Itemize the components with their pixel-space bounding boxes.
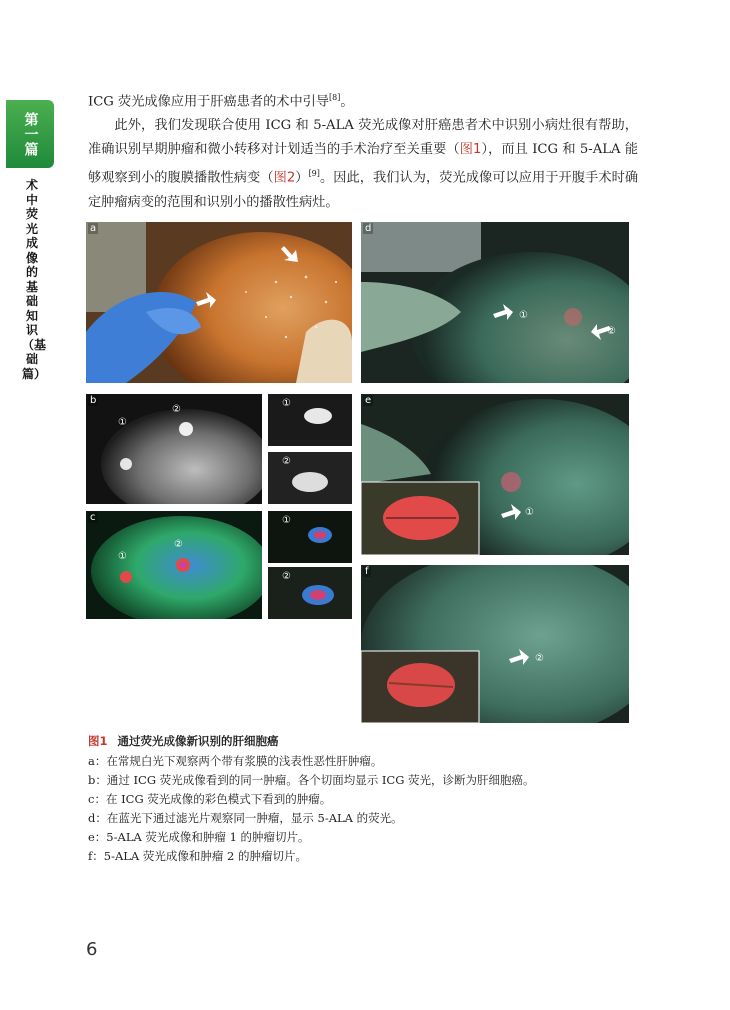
- panel-f-image: [361, 565, 629, 723]
- panel-a-label: a: [90, 223, 97, 234]
- marker-1: ①: [282, 398, 291, 409]
- body-text: [88, 86, 638, 215]
- figure-2-ref[interactable]: 图2: [273, 170, 296, 186]
- panel-c-section-1-image: [268, 511, 352, 563]
- panel-c-section-1: [268, 511, 352, 563]
- marker-1: ①: [118, 417, 127, 428]
- panel-d-image: [361, 222, 629, 383]
- caption-line-e: e：5-ALA 荧光成像和肿瘤 1 的肿瘤切片。: [88, 830, 310, 844]
- figure-1-ref[interactable]: 图1: [459, 142, 482, 158]
- section-label: 第一篇: [22, 111, 39, 157]
- caption-line-c: c：在 ICG 荧光成像的彩色模式下看到的肿瘤。: [88, 792, 332, 806]
- panel-b-section-1-image: [268, 394, 352, 446]
- panel-c-icg-color: [86, 511, 262, 619]
- section-tab: [6, 100, 54, 168]
- section-title: 术中荧光成像的基础知识（基础篇）: [22, 178, 47, 381]
- panel-c-label: c: [90, 512, 96, 523]
- paragraph-2-text-c: ）: [295, 170, 309, 186]
- caption-line-b: b：通过 ICG 荧光成像看到的同一肿瘤。各个切面均显示 ICG 荧光，诊断为肝细胞癌。: [88, 773, 535, 787]
- marker-2: ②: [282, 571, 291, 582]
- marker-2: ②: [172, 404, 181, 415]
- page-number: 6: [86, 939, 98, 960]
- citation-8: [8]: [329, 93, 341, 102]
- panel-e-image: [361, 394, 629, 555]
- panel-b-section-2: [268, 452, 352, 504]
- caption-title: 通过荧光成像新识别的肝细胞癌: [117, 734, 279, 748]
- caption-line-f: f：5-ALA 荧光成像和肿瘤 2 的肿瘤切片。: [88, 849, 307, 863]
- panel-c-image: [86, 511, 262, 619]
- panel-a-image: [86, 222, 352, 383]
- paragraph-1-end: 。: [340, 94, 354, 110]
- panel-d-label: d: [365, 223, 372, 234]
- panel-b-section-1: [268, 394, 352, 446]
- caption-title-row: [88, 732, 648, 751]
- panel-e-5ala-tumor1: [361, 394, 629, 555]
- marker-1: ①: [519, 310, 528, 321]
- marker-2: ②: [174, 539, 183, 550]
- panel-d-5ala: [361, 222, 629, 383]
- panel-c-section-2-image: [268, 567, 352, 619]
- marker-2: ②: [282, 456, 291, 467]
- marker-1: ①: [282, 515, 291, 526]
- paragraph-2: [88, 114, 638, 214]
- marker-1: ①: [525, 507, 534, 518]
- panel-c-section-2: [268, 567, 352, 619]
- panel-b-icg: [86, 394, 262, 504]
- paragraph-2-text-d: 。因此，我们认为，荧光成像可以应用于开腹手术时确定肿瘤病变的范围和识别小的播散性病灶。: [88, 170, 639, 210]
- panel-e-label: e: [365, 395, 372, 406]
- marker-2: ②: [535, 653, 544, 664]
- paragraph-2-text-a: 此外，我们发现联合使用 ICG 和 5-ALA 荧光成像对肝癌患者术中识别小病灶很有帮助，准确识别早期肿瘤和微小转移对计划适当的手术治疗至关重要（: [88, 118, 638, 158]
- marker-2: ②: [607, 326, 616, 337]
- figure-caption: [88, 732, 648, 866]
- caption-figure-number: 图1: [88, 734, 108, 748]
- paragraph-1-text: ICG 荧光成像应用于肝癌患者的术中引导: [88, 94, 330, 110]
- caption-line-d: d：在蓝光下通过滤光片观察同一肿瘤，显示 5-ALA 的荧光。: [88, 811, 403, 825]
- panel-b-section-2-image: [268, 452, 352, 504]
- panel-b-label: b: [90, 395, 97, 406]
- panel-f-label: f: [365, 566, 369, 577]
- caption-line-a: a：在常规白光下观察两个带有浆膜的浅表性恶性肝肿瘤。: [88, 754, 383, 768]
- paragraph-1: [88, 86, 638, 114]
- paragraph-2-text-b: ），而且 ICG 和 5-ALA 能够观察到小的腹膜播散性病变（: [88, 142, 639, 186]
- citation-9: [9]: [308, 169, 320, 179]
- marker-1: ①: [118, 551, 127, 562]
- panel-a-white-light: [86, 222, 352, 383]
- panel-f-5ala-tumor2: [361, 565, 629, 723]
